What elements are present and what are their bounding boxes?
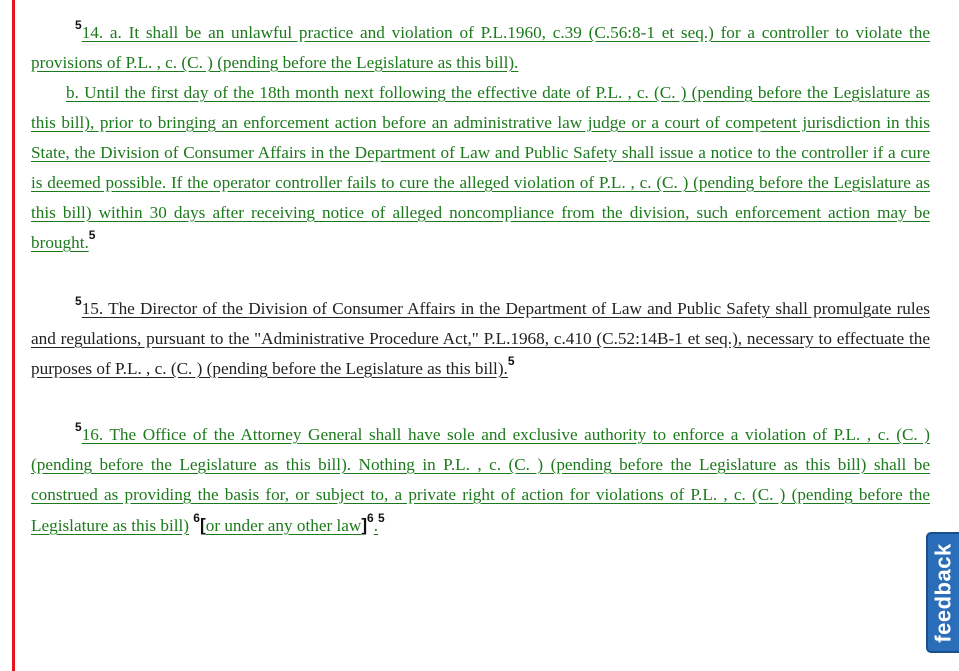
section-15-text: 15. The Director of the Division of Consumer Affairs in the Department of Law and Public Safety shall promulgate rules and regulations, pursuant to the "Administrative Procedure Act," P.L.1968, c.410 (C.52:14B-1 et seq.), necessary to effectuate the purposes of P.L. , c. (C. ) (pending before the Legislature as this bill).: [31, 299, 930, 378]
amendment-margin-line: [12, 0, 15, 671]
amendment-marker: 6: [367, 511, 374, 525]
section-14b: [31, 78, 930, 258]
section-15: [31, 294, 930, 384]
amendment-marker: 6: [193, 511, 200, 525]
bill-text: [31, 18, 930, 541]
section-16-period: .: [373, 516, 379, 535]
deletion-bracket-close: ]: [361, 515, 368, 535]
amendment-marker: 5: [378, 511, 385, 525]
amendment-marker: 5: [75, 18, 82, 32]
amendment-marker: 5: [88, 228, 96, 242]
amendment-marker: 5: [75, 294, 82, 308]
amendment-marker: 5: [507, 354, 515, 368]
amendment-marker: 5: [75, 420, 82, 434]
section-16-text: 16. The Office of the Attorney General shall have sole and exclusive authority to enforce a violation of P.L. , c. (C. ) (pending before the Legislature as this bill). Nothing in P.L. , c. (C. ) (pending before the Legislature as this bill) shall be construed as providing the basis for, or subject to, a private right of action for violations of P.L. , c. (C. ) (pending before the Legislature as this bill): [31, 425, 930, 535]
feedback-tab-button[interactable]: [926, 532, 959, 653]
section-14b-text: b. Until the first day of the 18th month next following the effective date of P.L. , c. (C. ) (pending before the Legislature as this bill), prior to bringing an enforcement action before an administrative law judge or a court of competent jurisdiction in this State, the Division of Consumer Affairs in the Department of Law and Public Safety shall issue a notice to the controller if a cure is deemed possible. If the operator controller fails to cure the alleged violation of P.L. , c. (C. ) (pending before the Legislature as this bill) within 30 days after receiving notice of alleged noncompliance from the division, such enforcement action may be brought.: [31, 83, 930, 252]
section-spacer: [31, 258, 930, 294]
section-14a: [31, 18, 930, 78]
section-spacer: [31, 384, 930, 420]
feedback-label: feedback: [930, 542, 956, 643]
bracketed-deleted-text: or under any other law: [205, 516, 362, 535]
section-16: [31, 420, 930, 541]
section-14a-text: 14. a. It shall be an unlawful practice and violation of P.L.1960, c.39 (C.56:8-1 et seq.) for a controller to violate the provisions of P.L. , c. (C. ) (pending before the Legislature as this bill).: [31, 23, 930, 72]
deletion-bracket-open: [: [199, 515, 206, 535]
